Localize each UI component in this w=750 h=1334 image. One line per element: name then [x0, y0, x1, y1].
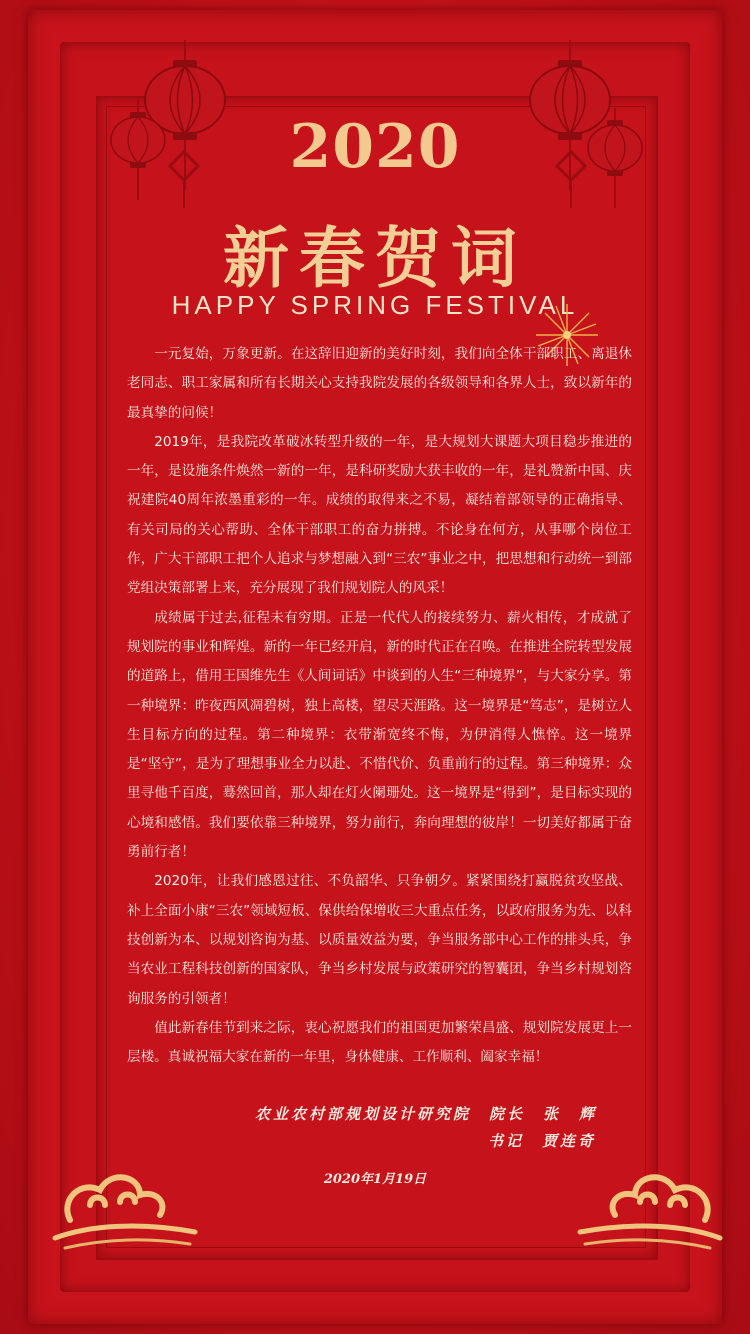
page-subtitle: HAPPY SPRING FESTIVAL — [171, 290, 579, 320]
auspicious-cloud-icon — [575, 1160, 725, 1250]
paragraph: 成绩属于过去,征程未有穷期。正是一代代人的接续努力、薪火相传，才成就了规划院的事业和辉煌。新的一年已经开启，新的时代正在召唤。在推进全院转型发展的道路上，借用王国维先生《人间词话》中谈到的人生“三种境界”，与大家分享。第一种境界：昨夜西风凋碧树，独上高楼，望尽天涯路。这一境界是“笃志”，是树立人生目标方向的过程。第二种境界：衣带渐宽终不悔，为伊消得人憔悴。这一境界是“坚守”，是为了理想事业全力以赴、不惜代价、负重前行的过程。第三种境界：众里寻他千百度，蓦然回首，那人却在灯火阑珊处。这一境界是“得到”，是目标实现的心境和感悟。我们要依靠三种境界，努力前行，奔向理想的彼岸！一切美好都属于奋勇前行者！ — [127, 609, 632, 861]
page-title: 新春贺词 — [223, 219, 527, 297]
signature-date: 2020年1月19日 — [323, 1172, 427, 1187]
signature-line-1: 农业农村部规划设计研究院 院长 张 辉 — [255, 1105, 598, 1123]
paragraph: 一元复始，万象更新。在这辞旧迎新的美好时刻，我们向全体干部职工、离退休老同志、职工家属和所有长期关心支持我院发展的各级领导和各界人士，致以新年的最真挚的问候！ — [127, 346, 632, 421]
paragraph: 2020年，让我们感恩过往、不负韶华、只争朝夕。紧紧围绕打赢脱贫攻坚战、补上全面小康“三农”领域短板、保供给保增收三大重点任务，以政府服务为先、以科技创新为本、以规划咨询为基、以质量效益为要，争当服务部中心工作的排头兵，争当农业工程科技创新的国家队，争当乡村发展与政策研究的智囊团，争当乡村规划咨询服务的引领者！ — [127, 873, 632, 1007]
signature-line-2: 书记 贾连奇 — [488, 1132, 597, 1150]
greeting-body — [127, 340, 632, 1072]
auspicious-cloud-icon — [50, 1160, 200, 1250]
paragraph: 2019年，是我院改革破冰转型升级的一年，是大规划大课题大项目稳步推进的一年，是设施条件焕然一新的一年，是科研奖励大获丰收的一年，是礼赞新中国、庆祝建院40周年浓墨重彩的一年。成绩的取得来之不易，凝结着部领导的正确指导、有关司局的关心帮助、全体干部职工的奋力拼搏。不论身在何方，从事哪个岗位工作，广大干部职工把个人追求与梦想融入到“三农”事业之中，把思想和行动统一到部党组决策部署上来，充分展现了我们规划院人的风采！ — [127, 433, 632, 597]
year-heading: 2020 — [289, 112, 461, 182]
paragraph: 值此新春佳节到来之际，衷心祝愿我们的祖国更加繁荣昌盛、规划院发展更上一层楼。真诚祝福大家在新的一年里，身体健康、工作顺利、阖家幸福！ — [127, 1019, 632, 1066]
